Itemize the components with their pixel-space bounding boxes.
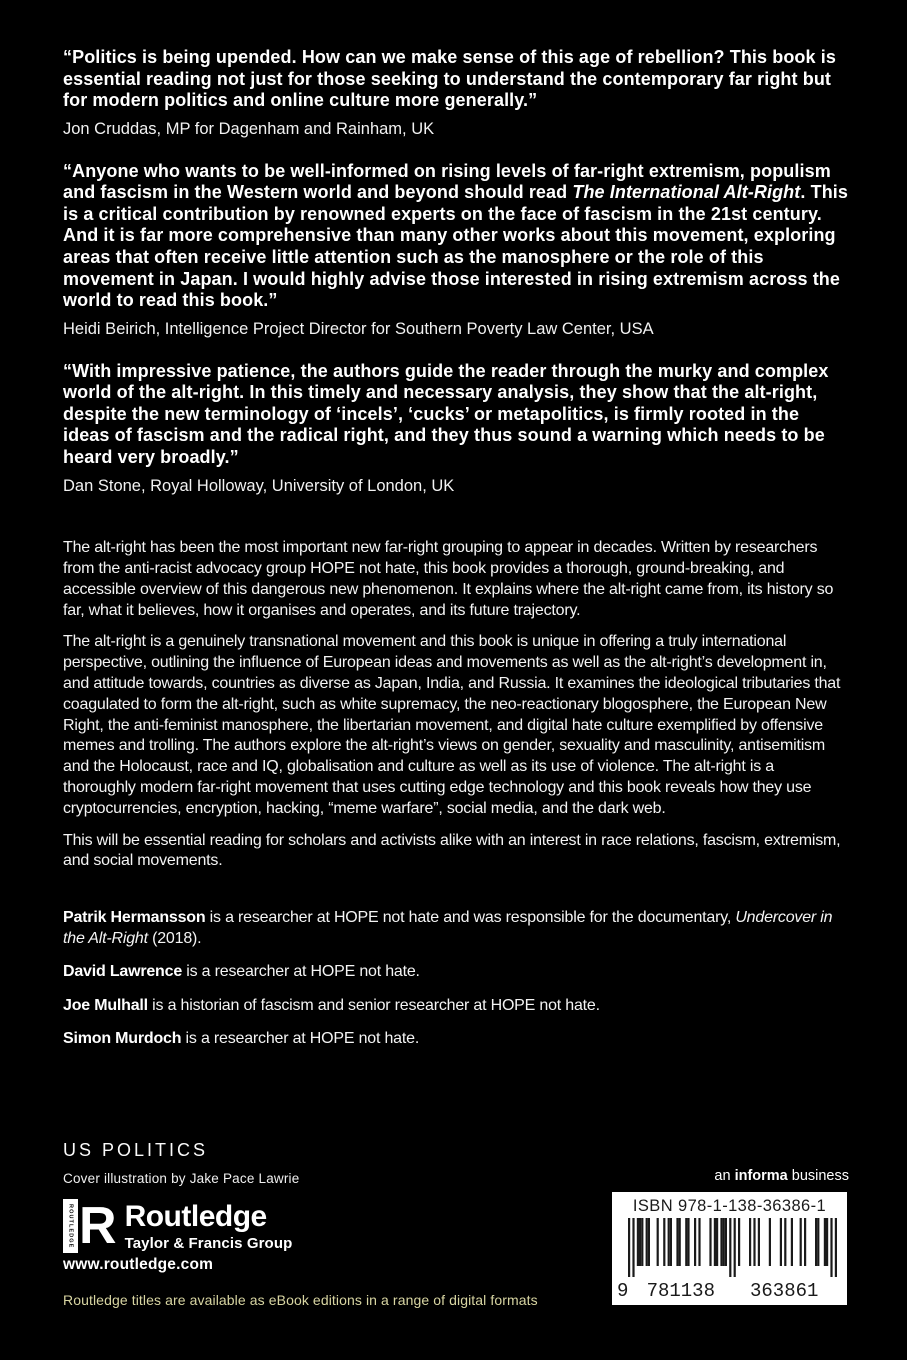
informa-prefix: an (714, 1168, 735, 1184)
routledge-logo-mark (63, 1199, 117, 1253)
description-paragraph-3: This will be essential reading for scholars and activists alike with an interest in race relations, fascism, extremism, and social movements. (63, 831, 841, 870)
informa-brand: informa (734, 1168, 788, 1184)
cover-illustration-credit: Cover illustration by Jake Pace Lawrie (63, 1171, 300, 1186)
publisher-name: Routledge (124, 1200, 267, 1233)
description-paragraph-2: The alt-right is a genuinely transnational movement and this book is unique in offering a truly international perspective, outlining the influence of European ideas and movements as well as the alt-right’s development in, and attitude towards, countries as diverse as Japan, India, and Russia. It examines the ideological tributaries that coagulated to form the alt-right, such as white supremacy, the neo-reactionary blogosphere, the European New Right, the anti-feminist manosphere, the libertarian movement, and digital hate culture exemplified by offensive memes and trolling. The authors explore the alt-right’s views on gender, sexuality and masculinity, antisemitism and the Holocaust, race and IQ, globalisation and culture as well as its use of violence. The alt-right is a thoroughly modern far-right movement that uses cutting edge technology and this book reveals how they use cryptocurrencies, encryption, hacking, “meme warfare”, social media, and the dark web. (63, 633, 841, 817)
svg-text:9: 9 (617, 1280, 629, 1300)
ean13-barcode (617, 1218, 842, 1305)
publisher-group: Taylor & Francis Group (124, 1234, 293, 1252)
isbn-label: ISBN 978-1-138-36386-1 (632, 1197, 827, 1215)
informa-suffix: business (787, 1168, 849, 1184)
quote-3-attribution: Dan Stone, Royal Holloway, University of London, UK (63, 476, 455, 495)
author-bio-simon-murdoch: Simon Murdoch is a researcher at HOPE not hate. (63, 1030, 420, 1048)
routledge-logo (63, 1199, 292, 1253)
routledge-vertical-wordmark: ROUTLEDGE (63, 1199, 78, 1253)
ebook-availability-note: Routledge titles are available as eBook editions in a range of digital formats (63, 1292, 538, 1308)
author-bios (63, 908, 849, 1049)
publisher-website: www.routledge.com (63, 1256, 214, 1273)
svg-text:363861: 363861 (749, 1280, 819, 1300)
quote-1: “Politics is being upended. How can we make sense of this age of rebellion? This book is essential reading not just for those seeking to understand the contemporary far right but for modern politics and online culture more generally.” (63, 47, 836, 111)
isbn-barcode-panel (612, 1192, 847, 1305)
book-description (63, 538, 849, 872)
informa-business-line (714, 1168, 849, 1184)
routledge-r-glyph-icon: R (79, 1197, 117, 1255)
quote-1-attribution: Jon Cruddas, MP for Dagenham and Rainham, UK (63, 119, 435, 138)
author-bio-david-lawrence: David Lawrence is a researcher at HOPE not hate. (63, 963, 420, 981)
quote-3: “With impressive patience, the authors guide the reader through the murky and complex world of the alt-right. In this timely and necessary analysis, they show that the alt-right, despite the new terminology of ‘incels’, ‘cucks’ or metapolitics, is firmly rooted in the ideas of fascism and the radical right, and they thus sound a warning which needs to be heard very broadly.” (63, 360, 829, 467)
description-paragraph-1: The alt-right has been the most important new far-right grouping to appear in decades. Written by researchers from the anti-racist advocacy group HOPE not hate, this book provides a thorough, ground-breaking, and accessible overview of this dangerous new phenomenon. It explains where the alt-right came from, its history so far, what it believes, how it organises and operates, and its future trajectory. (63, 539, 834, 619)
author-bio-joe-mulhall: Joe Mulhall is a historian of fascism and senior researcher at HOPE not hate. (63, 996, 600, 1014)
category-label: US POLITICS (63, 1140, 209, 1160)
endorsement-quotes (63, 0, 849, 496)
quote-2: “Anyone who wants to be well-informed on rising levels of far-right extremism, populism and fascism in the Western world and beyond should read The International Alt-Right. This is a critical contribution by renowned experts on the face of fascism in the 21st century. And it is far more comprehensive than many other works about this movement, exploring areas that often receive little attention such as the manosphere or the role of this movement in Japan. I would highly advise those interested in rising extremism across the world to read this book.” (63, 160, 848, 311)
author-bio-patrik-hermansson: Patrik Hermansson is a researcher at HOPE not hate and was responsible for the documentary, Undercover in the Alt-Right (2018). (63, 909, 833, 947)
routledge-logo-words (125, 1199, 293, 1252)
text-column (63, 0, 849, 1063)
svg-text:781138: 781138 (646, 1280, 716, 1300)
quote-2-attribution: Heidi Beirich, Intelligence Project Director for Southern Poverty Law Center, USA (63, 319, 654, 338)
